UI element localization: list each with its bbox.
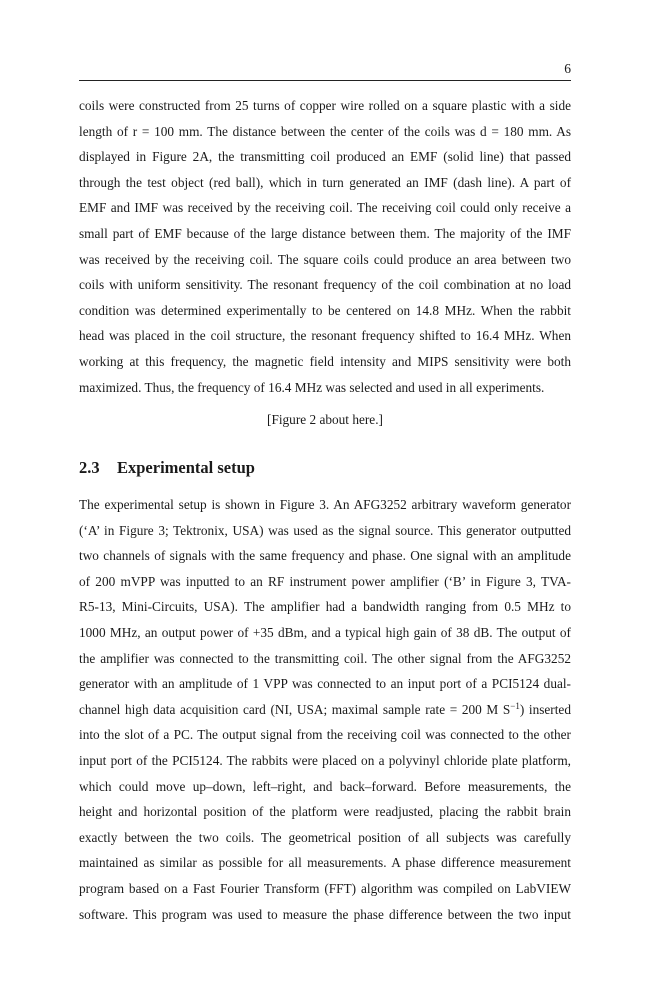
page-number: 6 (564, 61, 571, 76)
section-heading (79, 456, 571, 480)
unit-exponent: −1 (510, 700, 520, 711)
text-line: of 200 mVPP was inputted to an RF instrument power amplifier (‘B’ in Figure 3, TVA- (79, 573, 571, 589)
text-line: coils with uniform sensitivity. The resonant frequency of the coil combination at no load (79, 277, 571, 293)
text-line: R5-13, Mini-Circuits, USA). The amplifier had a bandwidth ranging from 0.5 MHz to (79, 599, 571, 615)
text-line: software. This program was used to measure the phase difference between the two input (79, 906, 571, 922)
text-line: maintained as similar as possible for all measurements. A phase difference measurement (79, 855, 571, 871)
paragraph-experimental-setup (79, 492, 571, 927)
text-line: generator with an amplitude of 1 VPP was connected to an input port of a PCI5124 dual- (79, 676, 571, 692)
section-number: 2.3 (79, 458, 100, 477)
text-line-sample-rate (79, 697, 571, 723)
text-line: which could move up–down, left–right, and back–forward. Before measurements, the (79, 778, 571, 794)
text-line: the amplifier was connected to the transmitting coil. The other signal from the AFG3252 (79, 650, 571, 666)
paragraph-coil-description (79, 93, 571, 400)
text-line: EMF and IMF was received by the receiving coil. The receiving coil could only receive a (79, 200, 571, 216)
sample-rate-text-end: ) inserted (519, 701, 571, 717)
text-line: program based on a Fast Fourier Transform (FFT) algorithm was compiled on LabVIEW (79, 880, 571, 896)
text-line: displayed in Figure 2A, the transmitting coil produced an EMF (solid line) that passed (79, 149, 571, 165)
text-line: condition was determined experimentally to be centered on 14.8 MHz. When the rabbit (79, 302, 571, 318)
text-line: input port of the PCI5124. The rabbits were placed on a polyvinyl chloride plate platform, (79, 752, 571, 768)
text-line: (‘A’ in Figure 3; Tektronix, USA) was used as the signal source. This generator outputted (79, 522, 571, 538)
text-line: exactly between the two coils. The geometrical position of all subjects was carefully (79, 829, 571, 845)
text-line: length of r = 100 mm. The distance between the center of the coils was d = 180 mm. As (79, 123, 571, 139)
text-line: small part of EMF because of the large distance between them. The majority of the IMF (79, 225, 571, 241)
text-line: coils were constructed from 25 turns of copper wire rolled on a square plastic with a side (79, 98, 571, 113)
figure-placeholder: [Figure 2 about here.] (267, 412, 383, 427)
text-line: height and horizontal position of the platform were readjusted, placing the rabbit brain (79, 804, 571, 820)
text-line: two channels of signals with the same frequency and phase. One signal with an amplitude (79, 548, 571, 564)
text-line: 1000 MHz, an output power of +35 dBm, and a typical high gain of 38 dB. The output of (79, 624, 571, 640)
text-line: through the test object (red ball), which in turn generated an IMF (dash line). A part of (79, 174, 571, 190)
text-line: into the slot of a PC. The output signal from the receiving coil was connected to the other (79, 727, 571, 743)
text-line: The experimental setup is shown in Figure 3. An AFG3252 arbitrary waveform generator (79, 497, 571, 512)
sample-rate-text: channel high data acquisition card (NI, USA; maximal sample rate = 200 M S (79, 701, 511, 717)
text-line: maximized. Thus, the frequency of 16.4 MHz was selected and used in all experiments. (79, 379, 545, 395)
header-rule (79, 80, 571, 81)
section-title: Experimental setup (117, 458, 255, 477)
text-line: was received by the receiving coil. The square coils could produce an area between two (79, 251, 571, 267)
text-line: head was placed in the coil structure, the resonant frequency shifted to 16.4 MHz. When (79, 328, 571, 344)
text-line: working at this frequency, the magnetic field intensity and MIPS sensitivity were both (79, 353, 571, 369)
